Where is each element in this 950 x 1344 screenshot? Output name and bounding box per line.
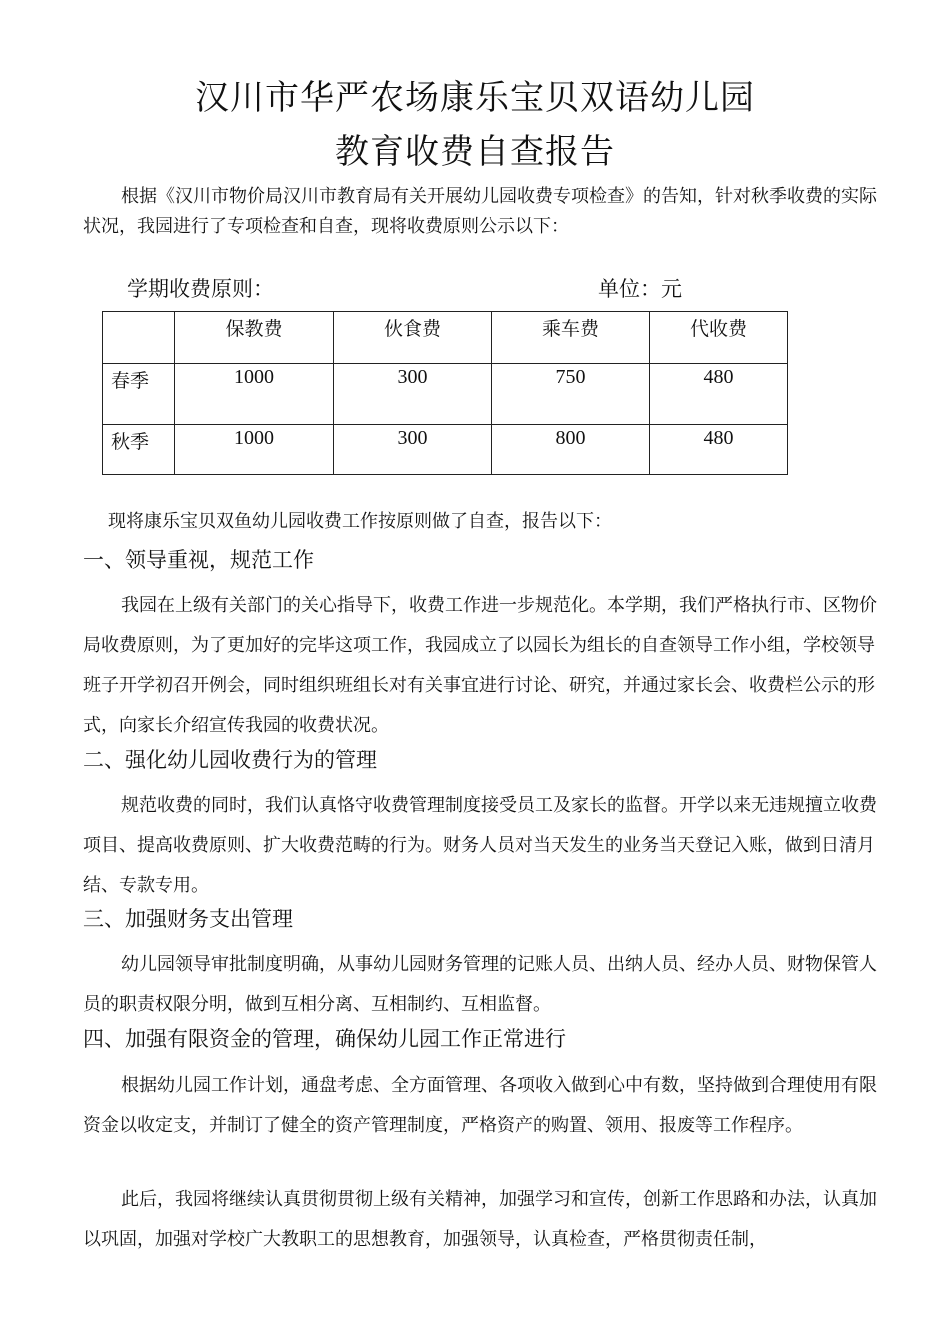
fee-table-header-row [103, 312, 788, 364]
fee-table-header: 代收费 [650, 312, 788, 364]
fee-table-row-label: 春季 [103, 364, 175, 425]
fee-table-cell: 480 [650, 425, 788, 475]
fee-table-cell: 300 [334, 364, 492, 425]
fee-table-cell: 1000 [175, 425, 334, 475]
fee-table-header: 乘车费 [492, 312, 650, 364]
section-heading-4: 四、加强有限资金的管理，确保幼儿园工作正常进行 [83, 1027, 566, 1051]
section-body-4: 根据幼儿园工作计划，通盘考虑、全方面管理、各项收入做到心中有数，坚持做到合理使用有限资金以收定支，并制订了健全的资产管理制度，严格资产的购置、领用、报废等工作程序。 [83, 1075, 877, 1136]
section-heading-1: 一、领导重视，规范工作 [83, 548, 314, 572]
fee-table-cell: 480 [650, 364, 788, 425]
fee-table-cell: 800 [492, 425, 650, 475]
fee-table-row [103, 364, 788, 425]
table-caption-left: 学期收费原则： [127, 277, 274, 301]
section-heading-3: 三、加强财务支出管理 [83, 907, 293, 931]
section-heading-2: 二、强化幼儿园收费行为的管理 [83, 748, 377, 772]
fee-table [102, 311, 788, 475]
fee-table-header: 保教费 [175, 312, 334, 364]
section-body-1: 我园在上级有关部门的关心指导下，收费工作进一步规范化。本学期，我们严格执行市、区物价局收费原则，为了更加好的完毕这项工作，我园成立了以园长为组长的自查领导工作小组，学校领导班子开学初召开例会，同时组织班组长对有关事宜进行讨论、研究，并通过家长会、收费栏公示的形式，向家长介绍宣传我园的收费状况。 [83, 595, 877, 736]
fee-table-cell: 750 [492, 364, 650, 425]
fee-table-cell: 1000 [175, 364, 334, 425]
fee-table-header: 伙食费 [334, 312, 492, 364]
closing-paragraph: 此后，我园将继续认真贯彻贯彻上级有关精神，加强学习和宣传，创新工作思路和办法，认真加以巩固，加强对学校广大教职工的思想教育，加强领导，认真检查，严格贯彻责任制， [83, 1189, 877, 1250]
intro-paragraph: 根据《汉川市物价局汉川市教育局有关开展幼儿园收费专项检查》的告知，针对秋季收费的实际状况，我园进行了专项检查和自查，现将收费原则公示以下： [83, 186, 877, 237]
section-body-2: 规范收费的同时，我们认真恪守收费管理制度接受员工及家长的监督。开学以来无违规擅立收费项目、提高收费原则、扩大收费范畴的行为。财务人员对当天发生的业务当天登记入账，做到日清月结、专款专用。 [83, 795, 877, 896]
fee-table-corner-cell [103, 312, 175, 364]
document-title-line2: 教育收费自查报告 [335, 132, 615, 172]
summary-intro: 现将康乐宝贝双鱼幼儿园收费工作按原则做了自查，报告以下： [108, 511, 612, 532]
fee-table-cell: 300 [334, 425, 492, 475]
fee-table-row-label: 秋季 [103, 425, 175, 475]
section-body-3: 幼儿园领导审批制度明确，从事幼儿园财务管理的记账人员、出纳人员、经办人员、财物保管人员的职责权限分明，做到互相分离、互相制约、互相监督。 [83, 954, 877, 1015]
fee-table-row [103, 425, 788, 475]
document-title-line1: 汉川市华严农场康乐宝贝双语幼儿园 [195, 78, 755, 118]
table-caption-unit: 单位：元 [598, 277, 682, 301]
